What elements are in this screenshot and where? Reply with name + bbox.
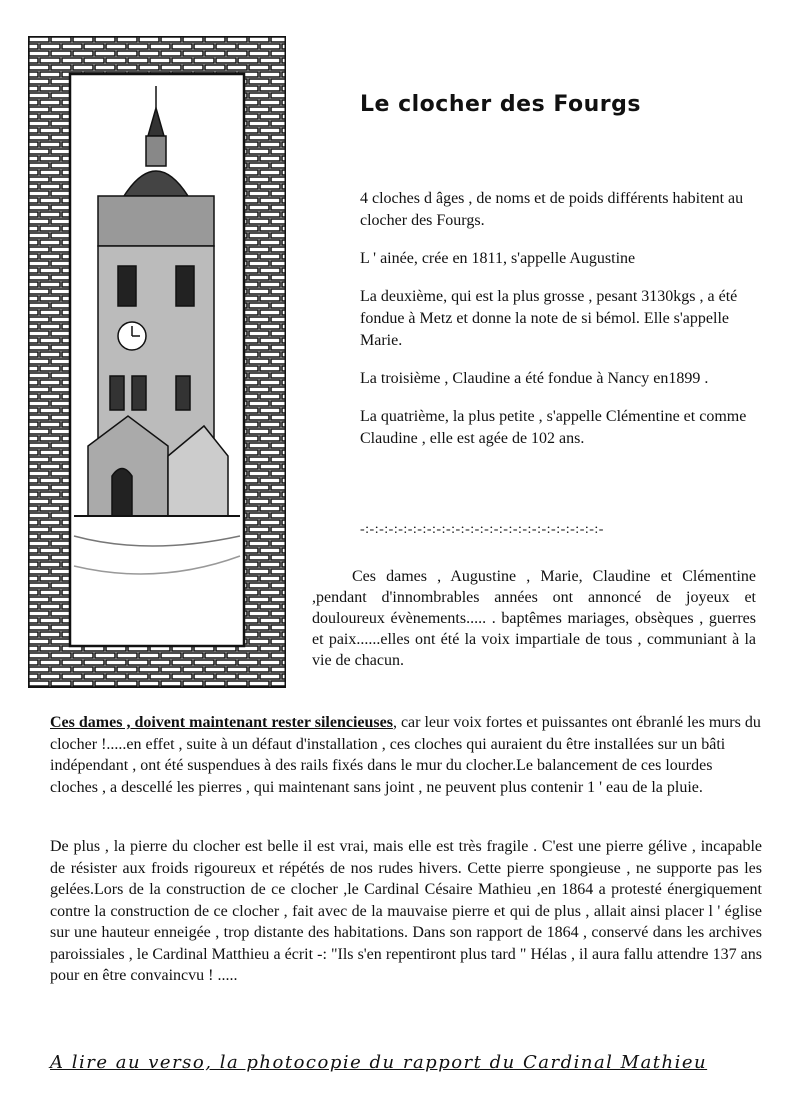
page-title: Le clocher des Fourgs <box>360 92 641 117</box>
ces-dames-text: Ces dames , Augustine , Marie, Claudine et Clémentine ,pendant d'innombrables années ont annoncé de joyeux et douloureux évènements..... . baptêmes mariages, obsèques , guerres et paix......elles ont été la voix impartiale de tous , communiant à la vie de chacun. <box>312 568 756 669</box>
footer-note: A lire au verso, la photocopie du rapport du Cardinal Mathieu <box>50 1052 708 1073</box>
paragraph-marie: La deuxième, qui est la plus grosse , pesant 3130kgs , a été fondue à Metz et donne la note de si bémol. Elle s'appelle Marie. <box>360 288 738 349</box>
paragraph-augustine: L ' ainée, crée en 1811, s'appelle Augustine <box>360 250 636 267</box>
bell-tower-illustration <box>28 36 286 688</box>
final-paragraph: De plus , la pierre du clocher est belle il est vrai, mais elle est très fragile . C'est une pierre gélive , incapable de résister aux froids rigoureux et répétés de nos rudes hivers. Cette pierre spongieuse , ne supporte pas les gelées.Lors de la construction de ce clocher ,le Cardinal Césaire Mathieu ,en 1864 a protesté énergiquement contre la construction de ce clocher , fait avec de la mauvaise pierre et qui de plus , allait ainsi placer l ' église sur une hauteur enneigée , trop distante des habitations. Dans son rapport de 1864 , conservé dans les archives paroissiales , le Cardinal Matthieu a écrit -: "Ils s'en repentiront plus tard " Hélas , il aura fallu attendre 137 ans pour en être convaincvu ! ..... <box>50 838 762 984</box>
silence-text: , car leur voix fortes et puissantes ont ébranlé les murs du clocher !.....en effet , suite à un défaut d'installation , ces cloches qui auraient du être installées sur un bâti indépendant , ont été suspendues à des rails fixés dans le mur du clocher.Le balancement de ces lourdes cloches , a descellé les pierres , qui maintenant sans joint , ne peuvent plus contenir 1 ' eau de la pluie. <box>50 714 761 796</box>
silence-heading: Ces dames , doivent maintenant rester silencieuses <box>50 714 393 731</box>
paragraph-claudine: La troisième , Claudine a été fondue à Nancy en1899 . <box>360 370 709 387</box>
paragraph-intro: 4 cloches d âges , de noms et de poids différents habitent au clocher des Fourgs. <box>360 190 744 229</box>
ces-dames-paragraph <box>312 566 756 671</box>
separator-line: -:-:-:-:-:-:-:-:-:-:-:-:-:-:-:-:-:-:-:-:-:-:-:-:-:- <box>360 522 604 537</box>
paragraph-clementine: La quatrième, la plus petite , s'appelle Clémentine et comme Claudine , elle est agée de 102 ans. <box>360 408 747 447</box>
bells-description <box>360 188 760 466</box>
silence-paragraph <box>50 712 762 798</box>
